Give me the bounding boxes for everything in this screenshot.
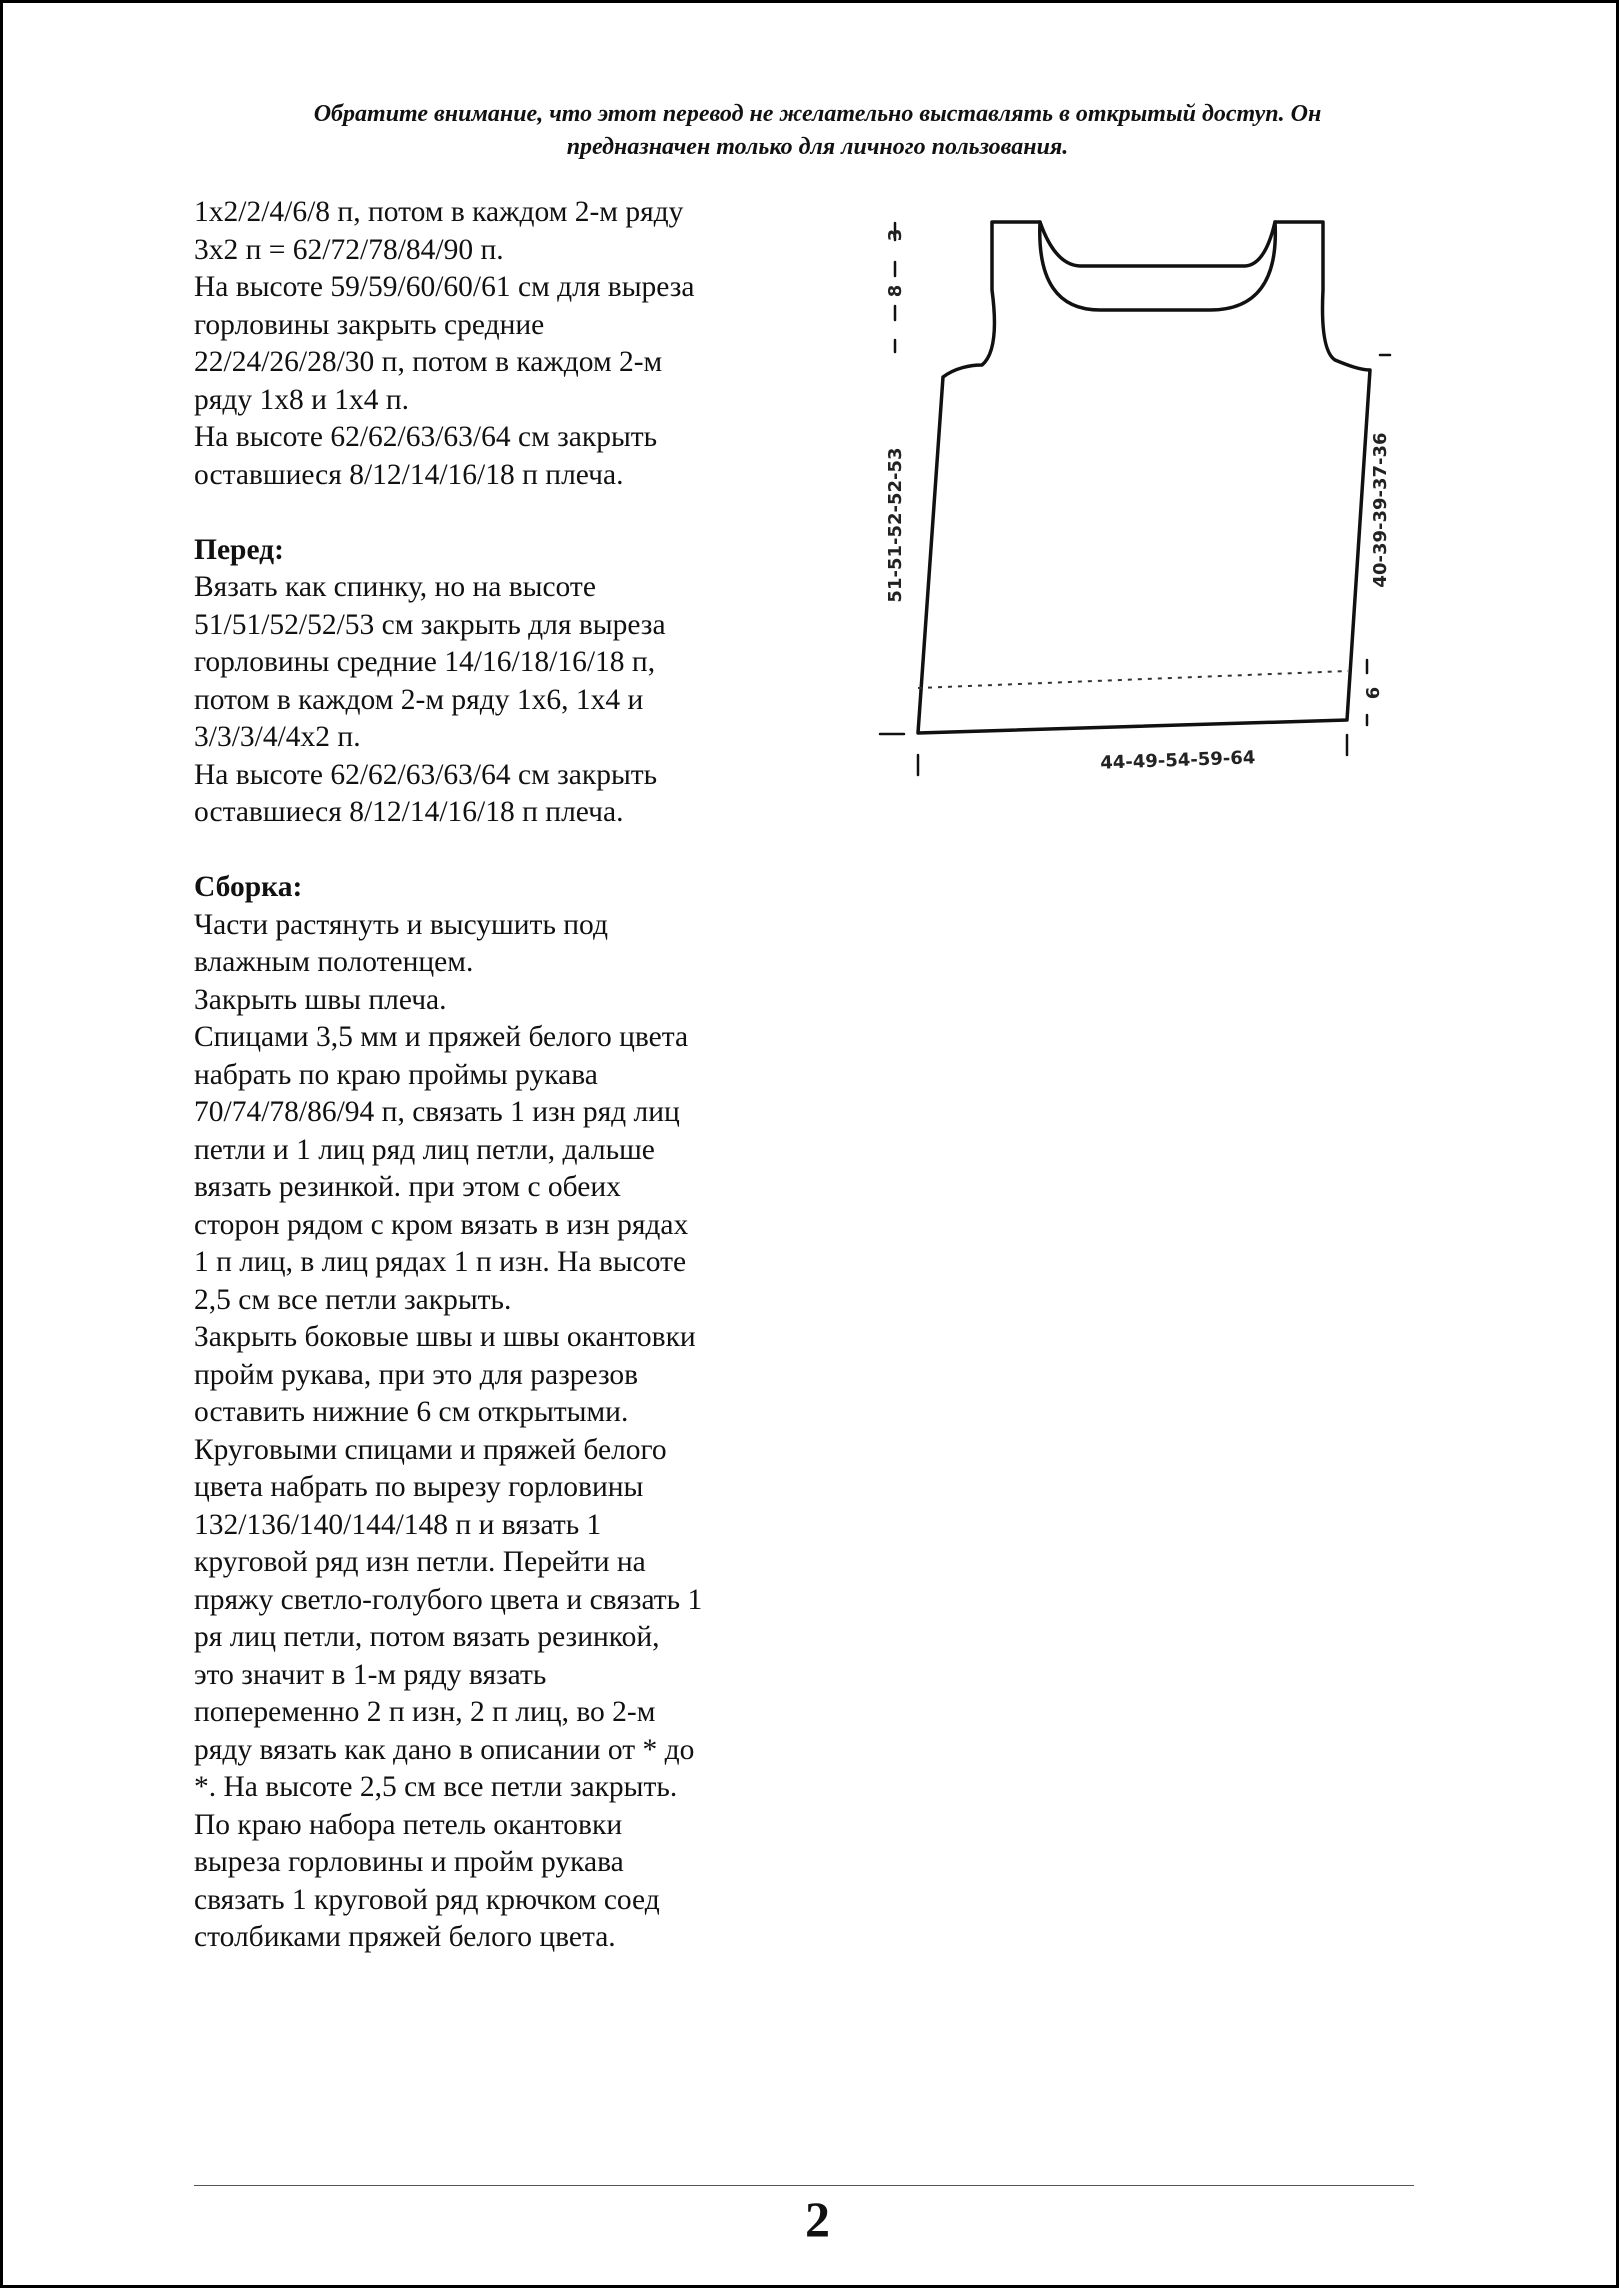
text-line: 1 п лиц, в лиц рядах 1 п изн. На высоте [194,1246,687,1278]
text-line: На высоте 62/62/63/63/64 см закрыть [194,421,658,453]
text-line: 3/3/3/4/4х2 п. [194,721,361,753]
text-line: попеременно 2 п изн, 2 п лиц, во 2-м [194,1696,656,1728]
notice-line-1: Обратите внимание, что этот перевод не желательно выставлять в открытый доступ. Он [313,101,1322,127]
front-section [194,532,794,832]
text-line: 22/24/26/28/30 п, потом в каждом 2-м [194,346,663,378]
body-outline [918,222,1370,733]
assembly-section [194,869,794,1957]
intro-paragraph [194,194,794,494]
text-line: Закрыть швы плеча. [194,983,447,1016]
text-line: 132/136/140/144/148 п и вязать 1 [194,1508,602,1541]
text-line: Вязать как спинку, но на высоте [194,571,596,603]
text-line: 70/74/78/86/94 п, связать 1 изн ряд лиц [194,1096,680,1128]
text-line: цвета набрать по вырезу горловины [194,1471,644,1503]
text-line: 2,5 см все петли закрыть. [194,1283,512,1316]
garment-schematic-diagram [860,190,1420,790]
text-line: 1х2/2/4/6/8 п, потом в каждом 2-м ряду [194,196,684,228]
text-line: связать 1 круговой ряд крючком соед [194,1883,660,1916]
text-line: горловины закрыть средние [194,308,545,341]
text-line: ряду 1х8 и 1х4 п. [194,383,410,416]
text-line: *. На высоте 2,5 см все петли закрыть. [194,1771,678,1803]
text-line: ря лиц петли, потом вязать резинкой, [194,1621,660,1653]
text-line: 3х2 п = 62/72/78/84/90 п. [194,233,504,266]
hem-slit-line [918,671,1348,688]
text-line: столбиками пряжей белого цвета. [194,1921,616,1953]
instructions-text [194,194,794,1957]
assembly-title: Сборка: [194,871,303,903]
text-line: На высоте 62/62/63/63/64 см закрыть [194,758,658,791]
text-line: ряду вязать как дано в описании от * до [194,1733,695,1766]
page-number: 2 [805,2191,830,2247]
text-line: оставшиеся 8/12/14/16/18 п плеча. [194,796,624,828]
text-line: Спицами 3,5 мм и пряжей белого цвета [194,1021,689,1053]
dimension-label-left-height: 51-51-52-52-53 [885,447,906,603]
text-line: сторон рядом с кром вязать в изн рядах [194,1208,689,1241]
text-line: петли и 1 лиц ряд лиц петли, дальше [194,1133,655,1166]
front-title: Перед: [194,533,284,566]
text-line: круговой ряд изн петли. Перейти на [194,1546,646,1578]
text-line: Круговыми спицами и пряжей белого [194,1433,667,1466]
text-line: пройм рукава, при это для разрезов [194,1358,639,1391]
text-line: потом в каждом 2-м ряду 1х6, 1х4 и [194,683,644,716]
notice-line-2: предназначен только для личного пользования. [566,134,1069,160]
text-line: 51/51/52/52/53 см закрыть для выреза [194,608,666,641]
text-line: оставить нижние 6 см открытыми. [194,1396,629,1428]
dimension-label-8: 8 [885,284,906,298]
dimension-label-width: 44-49-54-59-64 [1099,747,1256,774]
text-line: вязать резинкой. при этом с обеих [194,1171,621,1203]
text-line: пряжу светло-голубого цвета и связать 1 [194,1583,703,1616]
text-line: влажным полотенцем. [194,946,474,978]
text-line: набрать по краю проймы рукава [194,1058,598,1091]
text-line: На высоте 59/59/60/60/61 см для выреза [194,271,695,303]
text-line: Части растянуть и высушить под [194,908,608,941]
dimension-label-right-height: 40-39-39-37-36 [1370,432,1391,588]
notice [180,98,1455,164]
text-line: По краю набора петель окантовки [194,1808,623,1841]
text-line: горловины средние 14/16/18/16/18 п, [194,646,656,678]
text-line: это значит в 1-м ряду вязать [194,1658,547,1691]
dimension-label-6: 6 [1363,686,1384,700]
text-line: выреза горловины и пройм рукава [194,1846,624,1878]
text-line: оставшиеся 8/12/14/16/18 п плеча. [194,458,624,491]
dimension-label-3: 3 [885,228,906,242]
text-line: Закрыть боковые швы и швы окантовки [194,1321,696,1353]
